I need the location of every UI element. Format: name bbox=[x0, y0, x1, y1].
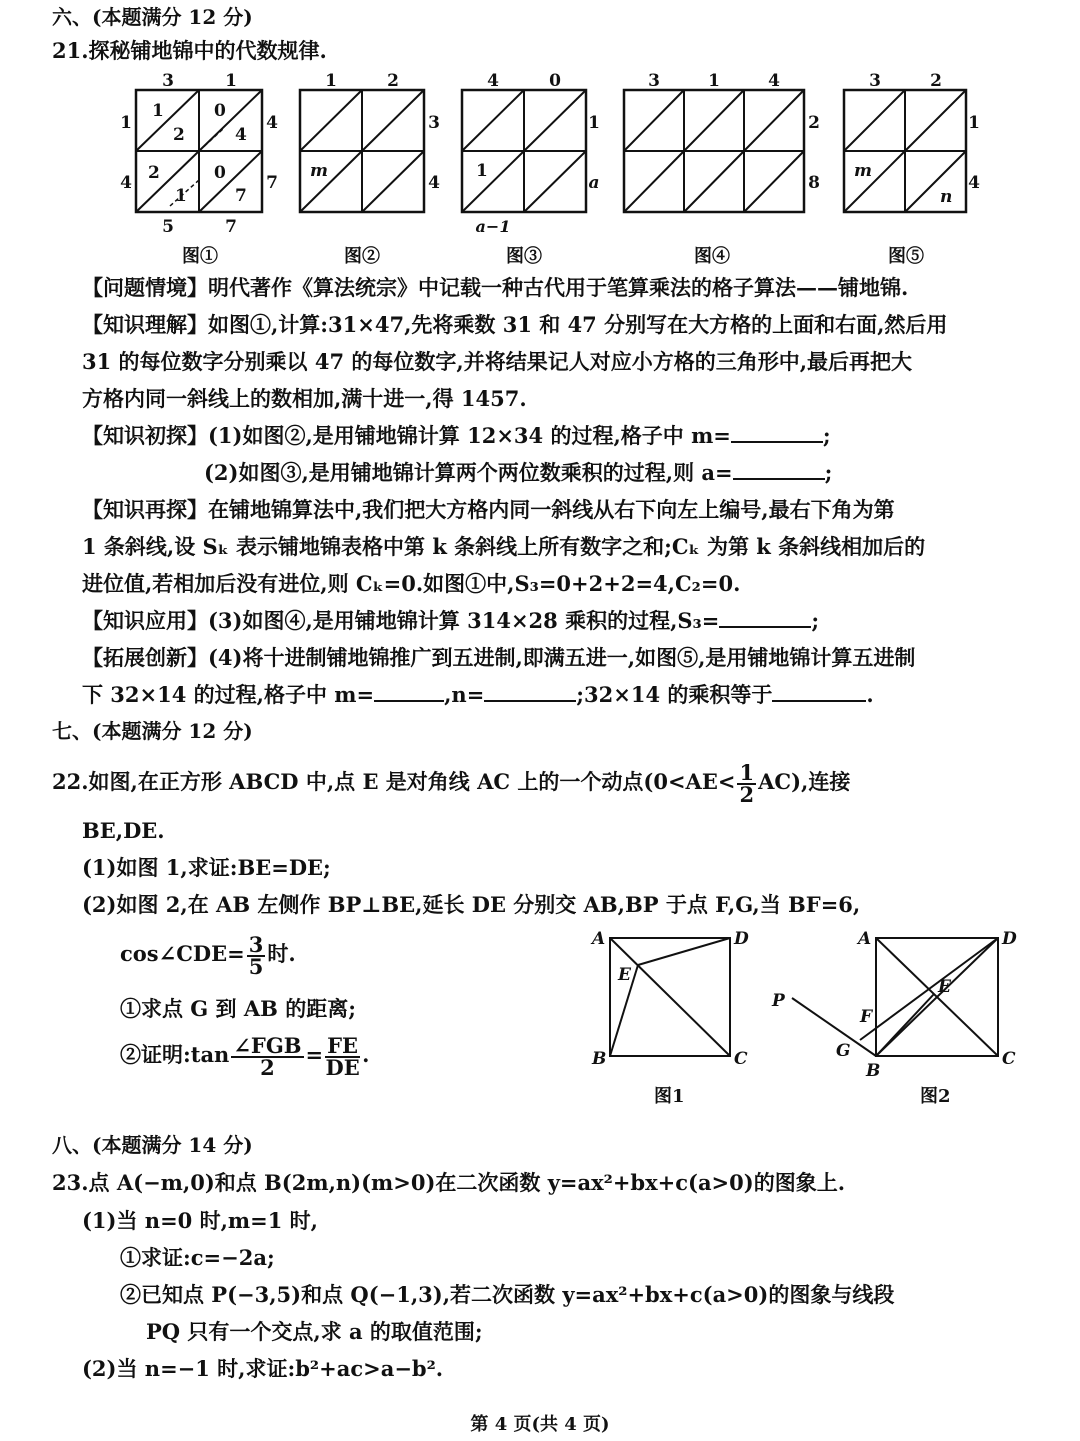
fig5-right-1: 1 bbox=[968, 113, 980, 133]
fig2-label-a: A bbox=[858, 929, 872, 949]
fig1-left-1: 1 bbox=[120, 113, 132, 133]
cos-num: 3 bbox=[248, 931, 264, 957]
grid-figure-5 bbox=[832, 70, 992, 220]
fig2-caption: 图② bbox=[344, 246, 380, 267]
answer-blank-product[interactable] bbox=[772, 680, 866, 702]
q22-line-1-b: AC),连接 bbox=[758, 769, 851, 794]
fig5-top-2: 2 bbox=[930, 71, 942, 91]
fig2-cell-m: m bbox=[310, 161, 328, 181]
fig3-right-1: 1 bbox=[588, 113, 600, 133]
fig2-label-f: F bbox=[860, 1007, 873, 1027]
section-header-6: 六、(本题满分 12 分) bbox=[52, 5, 253, 29]
q21-understand-3: 方格内同一斜线上的数相加,满十进一,得 1457. bbox=[82, 386, 527, 411]
fe-de-fraction bbox=[325, 1032, 360, 1080]
fig5-caption: 图⑤ bbox=[888, 246, 924, 267]
fig1-bottom-1: 5 bbox=[162, 217, 174, 237]
q21-apply bbox=[82, 606, 819, 636]
q21-explore-2 bbox=[204, 458, 832, 488]
tan-den: 2 bbox=[260, 1054, 275, 1080]
grid-figure-1 bbox=[118, 70, 288, 240]
fig3-cell-1: 1 bbox=[476, 161, 488, 181]
fig1-cell-6: 1 bbox=[175, 186, 187, 206]
fig4-caption: 图④ bbox=[694, 246, 730, 267]
q23-sub-2-line-1: ②已知点 P(−3,5)和点 Q(−1,3),若二次函数 y=ax²+bx+c(a>0)的图象与线段 bbox=[120, 1282, 895, 1307]
fig2-top-1: 1 bbox=[325, 71, 337, 91]
fig1-cell-2: 2 bbox=[173, 125, 185, 145]
q21-reexplore-1: 【知识再探】在铺地锦算法中,我们把大方格内同一斜线从右下向左上编号,最右下角为第 bbox=[82, 497, 895, 522]
q22-line-2: BE,DE. bbox=[82, 818, 165, 843]
fig1-label-d: D bbox=[734, 929, 749, 949]
fig5-top-1: 3 bbox=[869, 71, 881, 91]
q23-line-1: 23.点 A(−m,0)和点 B(2m,n)(m>0)在二次函数 y=ax²+bx+c(a>0)的图象上. bbox=[52, 1170, 846, 1195]
q23-part-2: (2)当 n=−1 时,求证:b²+ac>a−b². bbox=[82, 1356, 444, 1381]
fig3-bottom: a−1 bbox=[475, 217, 511, 236]
section-header-8: 八、(本题满分 14 分) bbox=[52, 1133, 253, 1157]
fig1-label-b: B bbox=[592, 1049, 607, 1069]
q22-sub-2-a: ②证明:tan bbox=[120, 1042, 230, 1067]
fig2-label-c: C bbox=[1002, 1049, 1016, 1069]
half-fraction bbox=[737, 759, 756, 807]
q21-reexplore-2: 1 条斜线,设 Sₖ 表示铺地锦表格中第 k 条斜线上所有数字之和;Cₖ 为第 k 条斜线相加后的 bbox=[82, 534, 926, 559]
answer-blank-s3[interactable] bbox=[719, 606, 811, 628]
fig1-label-e: E bbox=[618, 965, 631, 985]
q22-part-1: (1)如图 1,求证:BE=DE; bbox=[82, 855, 331, 880]
q22-sub-1: ①求点 G 到 AB 的距离; bbox=[120, 996, 356, 1021]
fig1-right-1: 4 bbox=[266, 113, 278, 133]
q21-understand-2: 31 的每位数字分别乘以 47 的每位数字,并将结果记人对应小方格的三角形中,最后再把大 bbox=[82, 349, 912, 374]
fig1-cell-7: 0 bbox=[214, 163, 226, 183]
tan-num: ∠FGB bbox=[233, 1032, 302, 1058]
question-21-title: 21.探秘铺地锦中的代数规律. bbox=[52, 38, 327, 63]
q23-part-1: (1)当 n=0 时,m=1 时, bbox=[82, 1208, 318, 1233]
geometry-figure-2 bbox=[766, 922, 1036, 1082]
grid-figure-2 bbox=[286, 70, 446, 220]
cos-den: 5 bbox=[248, 953, 264, 979]
q21-extend-2-a: 下 32×14 的过程,格子中 m= bbox=[82, 682, 375, 707]
fig1-cell-8: 7 bbox=[235, 186, 247, 206]
geometry-figure-1 bbox=[586, 922, 766, 1074]
fig4-right-1: 2 bbox=[808, 113, 820, 133]
q23-sub-1: ①求证:c=−2a; bbox=[120, 1245, 275, 1270]
q21-extend-2-d: . bbox=[866, 682, 874, 707]
fig2-right-2: 4 bbox=[428, 173, 440, 193]
fig1-bottom-2: 7 bbox=[225, 217, 237, 237]
q22-eq: = bbox=[305, 1042, 324, 1067]
fig4-top-1: 3 bbox=[648, 71, 660, 91]
fig2-label-g: G bbox=[836, 1041, 851, 1061]
fig1-cell-5: 2 bbox=[148, 163, 160, 183]
fig3-caption: 图③ bbox=[506, 246, 542, 267]
tan-fraction bbox=[231, 1032, 303, 1080]
fig2-top-2: 2 bbox=[387, 71, 399, 91]
geo-fig1-caption: 图1 bbox=[654, 1086, 685, 1107]
fig1-cell-4: 4 bbox=[235, 125, 247, 145]
half-num: 1 bbox=[739, 759, 755, 785]
fig2-label-d: D bbox=[1002, 929, 1017, 949]
fig4-right-2: 8 bbox=[808, 173, 820, 193]
q22-cos bbox=[120, 932, 296, 977]
fig5-cell-m: m bbox=[854, 161, 872, 181]
q21-explore-1-end: ; bbox=[822, 423, 831, 448]
fig1-caption: 图① bbox=[182, 246, 218, 267]
q21-explore-1-text: 【知识初探】(1)如图②,是用铺地锦计算 12×34 的过程,格子中 m= bbox=[82, 423, 731, 448]
q22-line-1 bbox=[52, 759, 851, 807]
answer-blank-m5[interactable] bbox=[374, 680, 444, 702]
fig1-label-c: C bbox=[734, 1049, 748, 1069]
q23-sub-2-line-2: PQ 只有一个交点,求 a 的取值范围; bbox=[146, 1319, 483, 1344]
q21-understand-1: 【知识理解】如图①,计算:31×47,先将乘数 31 和 47 分别写在大方格的上面和右面,然后用 bbox=[82, 312, 948, 337]
q22-cos-b: 时. bbox=[267, 941, 296, 966]
q21-extend-1: 【拓展创新】(4)将十进制铺地锦推广到五进制,即满五进一,如图⑤,是用铺地锦计算五进制 bbox=[82, 645, 916, 670]
q22-sub-2 bbox=[120, 1032, 369, 1078]
q21-reexplore-3: 进位值,若相加后没有进位,则 Cₖ=0.如图①中,S₃=0+2+2=4,C₂=0. bbox=[82, 571, 741, 596]
fig1-cell-1: 1 bbox=[152, 101, 164, 121]
fig4-top-2: 1 bbox=[708, 71, 720, 91]
q21-explore-2-text: (2)如图③,是用铺地锦计算两个两位数乘积的过程,则 a= bbox=[204, 460, 733, 485]
fig1-label-a: A bbox=[592, 929, 606, 949]
fig1-cell-3: 0 bbox=[214, 101, 226, 121]
page-footer: 第 4 页(共 4 页) bbox=[470, 1414, 610, 1435]
fig4-top-3: 4 bbox=[768, 71, 780, 91]
q22-sub-2-end: . bbox=[362, 1042, 370, 1067]
fig1-right-2: 7 bbox=[266, 173, 278, 193]
fig1-top-1: 3 bbox=[162, 71, 174, 91]
section-header-7: 七、(本题满分 12 分) bbox=[52, 719, 253, 743]
fig3-right-2: a bbox=[588, 173, 600, 193]
q21-apply-text: 【知识应用】(3)如图④,是用铺地锦计算 314×28 乘积的过程,S₃= bbox=[82, 608, 720, 633]
fe-num: FE bbox=[327, 1032, 359, 1058]
q21-extend-2-b: ,n= bbox=[444, 682, 485, 707]
fig5-cell-n: n bbox=[940, 187, 953, 207]
answer-blank-n5[interactable] bbox=[484, 680, 576, 702]
q22-cos-a: cos∠CDE= bbox=[120, 941, 245, 966]
geo-fig2-caption: 图2 bbox=[920, 1086, 951, 1107]
grid-figure-4 bbox=[610, 70, 832, 220]
answer-blank-m[interactable] bbox=[731, 421, 823, 443]
q21-extend-2 bbox=[82, 680, 874, 710]
fig2-label-e: E bbox=[938, 977, 951, 997]
cos-fraction bbox=[247, 931, 266, 979]
fig3-top-1: 4 bbox=[487, 71, 499, 91]
q21-extend-2-c: ;32×14 的乘积等于 bbox=[576, 682, 773, 707]
answer-blank-a[interactable] bbox=[733, 458, 825, 480]
fig2-label-b: B bbox=[866, 1061, 881, 1081]
q21-explore-1 bbox=[82, 421, 831, 451]
q21-explore-2-end: ; bbox=[824, 460, 833, 485]
q22-part-2: (2)如图 2,在 AB 左侧作 BP⊥BE,延长 DE 分别交 AB,BP 于点 F,G,当 BF=6, bbox=[82, 892, 861, 917]
half-den: 2 bbox=[739, 781, 755, 807]
grid-figure-3 bbox=[450, 70, 610, 240]
q21-apply-end: ; bbox=[811, 608, 820, 633]
fe-den: DE bbox=[325, 1054, 360, 1080]
q21-context: 【问题情境】明代著作《算法统宗》中记载一种古代用于笔算乘法的格子算法——铺地锦. bbox=[82, 275, 909, 300]
fig1-top-2: 1 bbox=[225, 71, 237, 91]
fig3-top-2: 0 bbox=[549, 71, 561, 91]
fig1-left-2: 4 bbox=[120, 173, 132, 193]
q22-line-1-a: 22.如图,在正方形 ABCD 中,点 E 是对角线 AC 上的一个动点(0<AE< bbox=[52, 769, 736, 794]
fig5-right-2: 4 bbox=[968, 173, 980, 193]
fig2-label-p: P bbox=[772, 991, 785, 1011]
fig2-right-1: 3 bbox=[428, 113, 440, 133]
